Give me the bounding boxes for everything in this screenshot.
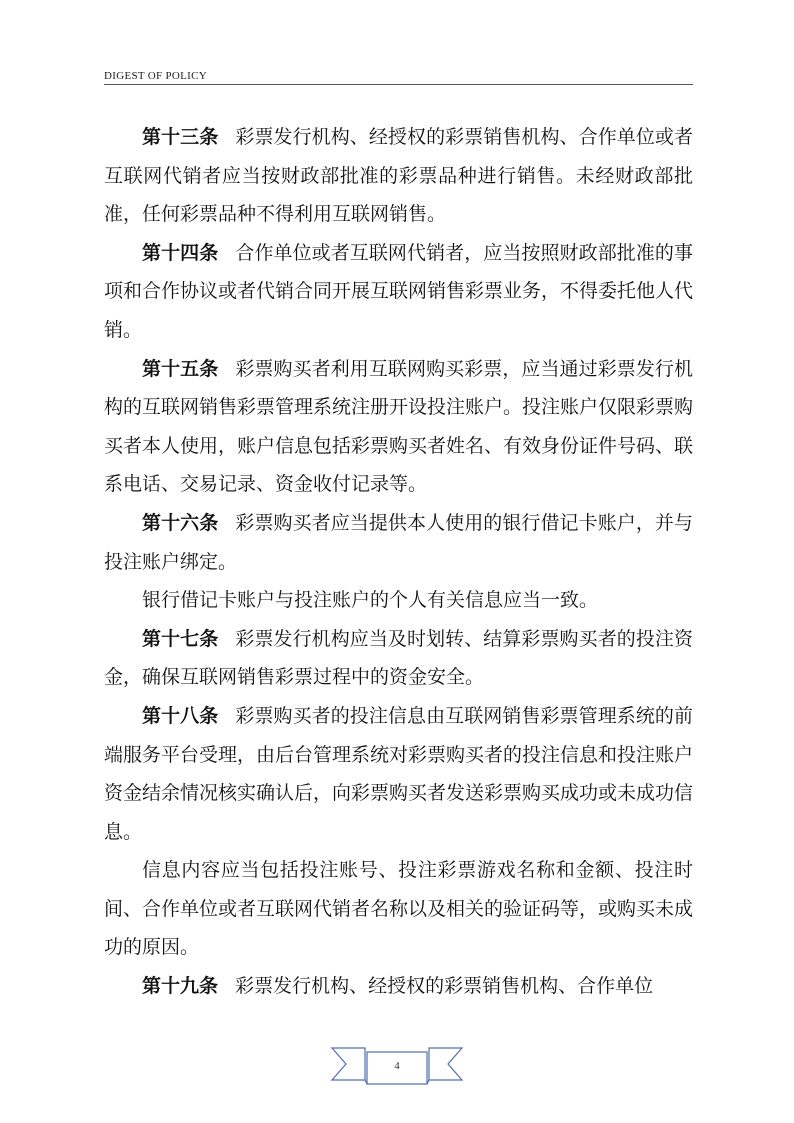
paragraph-text: 彩票购买者的投注信息由互联网销售彩票管理系统的前端服务平台受理，由后台管理系统对彩票购买者的投注信息和投注账户资金结余情况核实确认后，向彩票购买者发送彩票购买成功或未成功信息。: [104, 704, 694, 843]
paragraph-article-15: [104, 350, 693, 504]
running-header: DIGEST OF POLICY: [104, 70, 207, 82]
header-rule: [104, 84, 693, 85]
paragraph-article-19: [104, 967, 693, 1006]
paragraph-text: 彩票发行机构、经授权的彩票销售机构、合作单位: [235, 975, 654, 998]
paragraph-text: 彩票发行机构应当及时划转、结算彩票购买者的投注资金，确保互联网销售彩票过程中的资金安全。: [104, 627, 693, 689]
paragraph-article-18: [104, 697, 693, 851]
page-number: 4: [394, 1060, 400, 1072]
article-number: 第十五条: [142, 357, 219, 380]
article-number: 第十四条: [142, 241, 219, 264]
article-number: 第十三条: [142, 126, 219, 148]
paragraph-text: 信息内容应当包括投注账号、投注彩票游戏名称和金额、投注时间、合作单位或者互联网代销者名称以及相关的验证码等，或购买未成功的原因。: [104, 859, 694, 959]
paragraph-text: 彩票购买者利用互联网购买彩票，应当通过彩票发行机构的互联网销售彩票管理系统注册开设投注账户。投注账户仅限彩票购买者本人使用，账户信息包括彩票购买者姓名、有效身份证件号码、联系电话、交易记录、资金收付记录等。: [104, 357, 694, 496]
paragraph-article-17: [104, 620, 693, 697]
page-footer: [0, 1044, 794, 1094]
paragraph-text: 合作单位或者互联网代销者，应当按照财政部批准的事项和合作协议或者代销合同开展互联网销售彩票业务，不得委托他人代销。: [104, 241, 694, 341]
article-number: 第十六条: [142, 511, 219, 534]
paragraph-article-16: [104, 504, 693, 581]
paragraph-article-14: [104, 234, 693, 350]
article-number: 第十七条: [142, 627, 219, 650]
document-body: [104, 118, 693, 1006]
paragraph-text: 彩票发行机构、经授权的彩票销售机构、合作单位或者互联网代销者应当按财政部批准的彩票品种进行销售。未经财政部批准，任何彩票品种不得利用互联网销售。: [104, 126, 693, 226]
article-number: 第十九条: [142, 975, 219, 998]
paragraph-article-13: [104, 118, 693, 234]
paragraph-text: 银行借记卡账户与投注账户的个人有关信息应当一致。: [142, 589, 599, 612]
paragraph-text: 彩票购买者应当提供本人使用的银行借记卡账户，并与投注账户绑定。: [104, 511, 693, 573]
article-number: 第十八条: [142, 704, 219, 727]
paragraph-article-18-cont: [104, 851, 693, 967]
paragraph-article-16-cont: [104, 581, 693, 620]
